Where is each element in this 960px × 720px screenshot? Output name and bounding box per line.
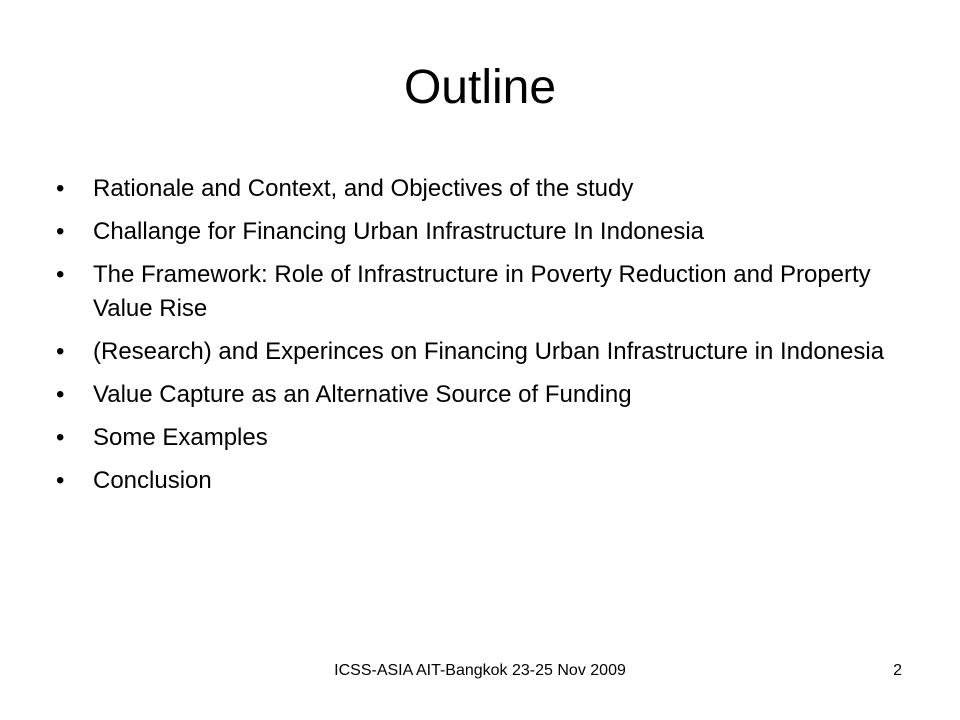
slide-title: Outline xyxy=(403,61,557,114)
bullet-icon: • xyxy=(56,424,65,451)
bullet-text: Rationale and Context, and Objectives of the study xyxy=(93,175,634,202)
bullet-item xyxy=(56,215,896,249)
bullet-icon: • xyxy=(56,218,65,245)
bullet-icon: • xyxy=(56,261,65,288)
bullet-item xyxy=(56,378,896,412)
bullet-item xyxy=(56,258,896,326)
bullet-icon: • xyxy=(56,467,65,494)
page-number: 2 xyxy=(893,662,902,679)
bullet-text: (Research) and Experinces on Financing Urban Infrastructure in Indonesia xyxy=(93,338,885,365)
bullet-list xyxy=(56,172,896,507)
bullet-item xyxy=(56,464,896,498)
bullet-text: The Framework: Role of Infrastructure in Poverty Reduction and Property Value Rise xyxy=(93,261,871,322)
bullet-icon: • xyxy=(56,175,65,202)
bullet-text: Conclusion xyxy=(93,467,212,494)
bullet-text: Some Examples xyxy=(93,424,268,451)
bullet-text: Value Capture as an Alternative Source of Funding xyxy=(93,381,632,408)
bullet-text: Challange for Financing Urban Infrastructure In Indonesia xyxy=(93,218,705,245)
bullet-item xyxy=(56,421,896,455)
bullet-icon: • xyxy=(56,381,65,408)
footer-text: ICSS-ASIA AIT-Bangkok 23-25 Nov 2009 xyxy=(334,662,626,679)
bullet-item xyxy=(56,335,896,369)
bullet-icon: • xyxy=(56,338,65,365)
bullet-item xyxy=(56,172,896,206)
